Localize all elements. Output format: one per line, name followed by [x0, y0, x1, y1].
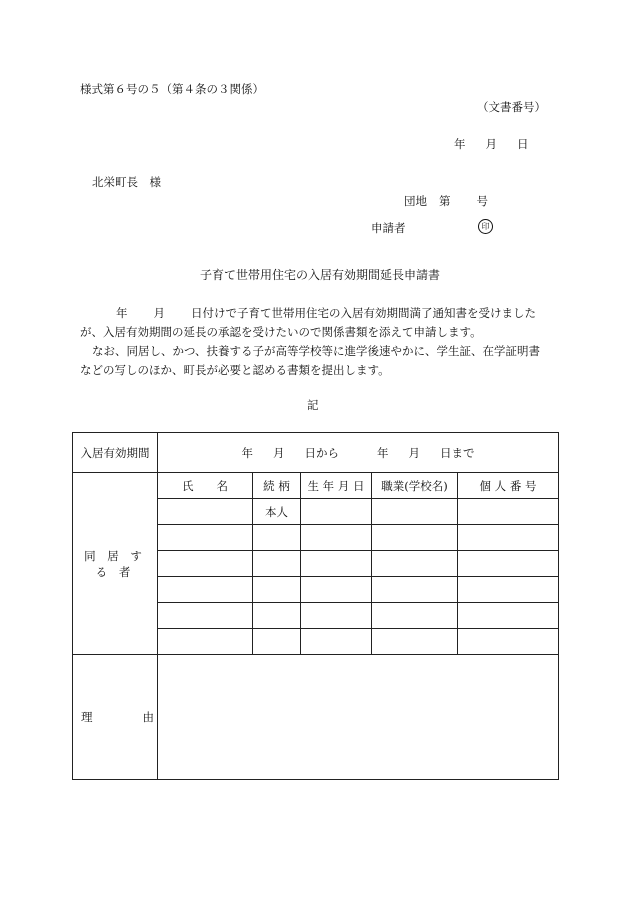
danchi-number-prefix: 第	[439, 194, 451, 208]
cohabitant-label: 同 居 す る 者	[73, 473, 158, 655]
addressee: 北栄町長 様	[92, 175, 161, 189]
relation-cell[interactable]	[253, 525, 301, 551]
birthdate-cell[interactable]	[301, 629, 372, 655]
body-line-1-rest: 日付けで子育て世帯用住宅の入居有効期間満了通知書を受けました	[191, 306, 536, 320]
col-relation: 続 柄	[253, 473, 301, 499]
relation-cell[interactable]	[253, 629, 301, 655]
name-cell[interactable]	[158, 499, 253, 525]
period-label: 入居有効期間	[73, 433, 158, 473]
date-day: 日	[517, 137, 529, 151]
reason-field[interactable]	[158, 655, 559, 780]
name-cell[interactable]	[158, 603, 253, 629]
personal-number-cell[interactable]	[458, 603, 559, 629]
birthdate-cell[interactable]	[301, 577, 372, 603]
personal-number-cell[interactable]	[458, 629, 559, 655]
body-line-3-text: なお、同居し、かつ、扶養する子が高等学校等に進学後速やかに、学生証、在学証明書	[92, 344, 541, 358]
date-month: 月	[485, 137, 497, 151]
col-occupation: 職業(学校名)	[372, 473, 458, 499]
document-number: （文書番号）	[477, 100, 546, 114]
body-line-1	[80, 304, 550, 323]
period-to-month: 月	[408, 445, 420, 460]
occupation-cell[interactable]	[372, 525, 458, 551]
body-line-4: などの写しのほか、町長が必要と認める書類を提出します。	[80, 363, 390, 377]
reason-label-b: 由	[142, 710, 154, 724]
relation-cell[interactable]	[253, 603, 301, 629]
relation-cell: 本人	[253, 499, 301, 525]
personal-number-cell[interactable]	[458, 551, 559, 577]
birthdate-cell[interactable]	[301, 525, 372, 551]
name-cell[interactable]	[158, 551, 253, 577]
danchi-number-suffix: 号	[476, 194, 488, 208]
personal-number-cell[interactable]	[458, 499, 559, 525]
ki-heading: 記	[307, 398, 319, 412]
name-cell[interactable]	[158, 525, 253, 551]
period-to-day: 日まで	[440, 445, 475, 460]
col-name: 氏 名	[158, 473, 253, 499]
cohabitant-header-row	[73, 473, 559, 499]
reason-label	[73, 655, 158, 780]
applicant-label: 申請者	[371, 221, 406, 235]
date-line	[454, 139, 529, 151]
period-value[interactable]	[158, 433, 559, 473]
name-cell[interactable]	[158, 577, 253, 603]
relation-cell[interactable]	[253, 551, 301, 577]
body-month: 月	[153, 306, 165, 320]
form-number: 様式第６号の５（第４条の３関係）	[80, 82, 264, 96]
danchi-label: 団地	[404, 194, 427, 208]
period-from-month: 月	[273, 445, 285, 460]
body-line-2: が、入居有効期間の延長の承認を受けたいので関係書類を添えて申請します。	[80, 325, 482, 339]
date-year: 年	[454, 137, 466, 151]
period-to-year: 年	[377, 445, 389, 460]
danchi-line	[404, 196, 488, 208]
occupation-cell[interactable]	[372, 603, 458, 629]
birthdate-cell[interactable]	[301, 499, 372, 525]
col-birthdate: 生 年 月 日	[301, 473, 372, 499]
personal-number-cell[interactable]	[458, 577, 559, 603]
body-year: 年	[116, 306, 128, 320]
document-title: 子育て世帯用住宅の入居有効期間延長申請書	[200, 268, 441, 282]
col-personal-number: 個 人 番 号	[458, 473, 559, 499]
reason-label-a: 理	[81, 710, 93, 724]
occupation-cell[interactable]	[372, 577, 458, 603]
reason-row	[73, 655, 559, 780]
period-from-day: 日から	[304, 445, 339, 460]
birthdate-cell[interactable]	[301, 551, 372, 577]
relation-cell[interactable]	[253, 577, 301, 603]
personal-number-cell[interactable]	[458, 525, 559, 551]
period-from-year: 年	[241, 445, 253, 460]
body-line-3	[80, 342, 550, 361]
occupation-cell[interactable]	[372, 499, 458, 525]
birthdate-cell[interactable]	[301, 603, 372, 629]
seal-icon: 印	[478, 219, 493, 234]
occupation-cell[interactable]	[372, 629, 458, 655]
body-text	[80, 304, 550, 380]
period-row	[73, 433, 559, 473]
application-table	[72, 432, 559, 780]
occupation-cell[interactable]	[372, 551, 458, 577]
name-cell[interactable]	[158, 629, 253, 655]
